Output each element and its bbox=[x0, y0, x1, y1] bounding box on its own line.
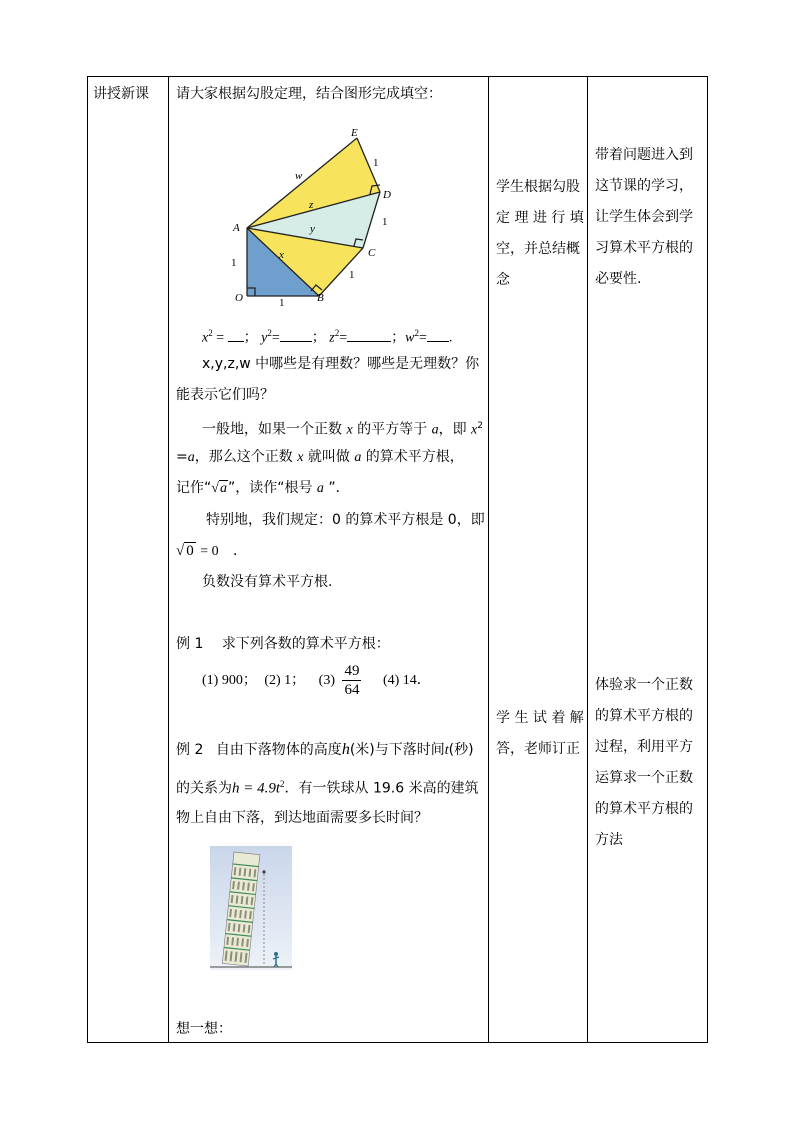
label-point-d: D bbox=[383, 189, 391, 201]
table-border-bottom bbox=[87, 1042, 708, 1043]
table-divider-1 bbox=[168, 76, 169, 1043]
label-point-o: O bbox=[235, 292, 243, 304]
label-length-ao: 1 bbox=[231, 257, 237, 269]
definition-line-3: 记作“√a”，读作“根号 a ”． bbox=[176, 480, 350, 496]
table-divider-2 bbox=[488, 76, 489, 1043]
fraction-49-64: $\frac{49}{64}$ bbox=[344, 663, 360, 699]
pythagorean-spiral-figure bbox=[225, 128, 425, 308]
example-1-items: (1) 900； (2) 1； (3) $\frac{49}{64}$ (4) 14． bbox=[202, 663, 431, 699]
leaning-tower-illustration bbox=[210, 846, 292, 970]
design-intent-block-1: 带着问题进入到 这节课的学习， 让学生体会到学 习算术平方根的 必要性. bbox=[595, 147, 693, 287]
sqrt-zero-symbol: √ 0 bbox=[176, 543, 194, 559]
label-length-ed: 1 bbox=[373, 157, 379, 169]
question-line-1: x,y,z,w 中哪些是有理数？哪些是无理数？你 bbox=[202, 356, 480, 372]
design-intent-block-2: 体验求一个正数 的算术平方根的 过程，利用平方 运算求一个正数 的算术平方根的 方法 bbox=[595, 677, 693, 848]
table-border-left bbox=[87, 76, 88, 1043]
label-length-dc: 1 bbox=[382, 216, 388, 228]
blank-x-squared[interactable] bbox=[228, 327, 244, 342]
label-segment-y: y bbox=[310, 223, 315, 235]
example-2-line-3: 物上自由下落，到达地面需要多长时间？ bbox=[176, 810, 428, 826]
table-divider-3 bbox=[587, 76, 588, 1043]
sqrt-a-symbol: √a bbox=[211, 481, 227, 496]
definition-line-1: 一般地，如果一个正数 x 的平方等于 a，即 $x^2$ bbox=[202, 421, 483, 438]
blank-z-squared[interactable] bbox=[347, 327, 391, 342]
special-case-line-1: 特别地，我们规定：0 的算术平方根是 0，即 bbox=[206, 512, 485, 528]
definition-line-2: =a，那么这个正数 x 就叫做 a 的算术平方根， bbox=[176, 449, 464, 465]
blank-y-squared[interactable] bbox=[280, 327, 312, 342]
label-segment-x: x bbox=[279, 249, 284, 261]
negative-note: 负数没有算术平方根. bbox=[202, 574, 333, 590]
label-segment-w: w bbox=[295, 170, 303, 182]
table-border-top bbox=[87, 76, 708, 77]
label-length-ob: 1 bbox=[279, 297, 285, 308]
example-1-heading: 例 1 求下列各数的算术平方根： bbox=[176, 636, 390, 652]
question-line-2: 能表示它们吗？ bbox=[176, 387, 274, 403]
think-prompt: 想一想： bbox=[176, 1021, 232, 1037]
example-2-line-1: 例 2 自由下落物体的高度h(米)与下落时间t(秒) bbox=[176, 741, 474, 758]
label-point-c: C bbox=[368, 247, 376, 259]
section-label: 讲授新课 bbox=[93, 86, 149, 102]
fill-in-equations: $x^2$ = ； $y^2=$ ； $z^2=$ ；$w^2=$ . bbox=[202, 328, 453, 346]
blank-w-squared[interactable] bbox=[427, 327, 449, 342]
intro-text: 请大家根据勾股定理，结合图形完成填空： bbox=[176, 86, 442, 102]
special-case-line-2: √ 0 = 0 ． bbox=[176, 543, 248, 559]
free-fall-formula: h = 4.9t bbox=[232, 780, 281, 797]
label-point-e: E bbox=[351, 128, 358, 139]
label-point-b: B bbox=[317, 292, 324, 304]
label-point-a: A bbox=[233, 222, 240, 234]
example-2-line-2: 的关系为$h = 4.9t^2$．有一铁球从 19.6 米高的建筑 bbox=[176, 779, 479, 797]
student-activity-block-2: 学 生 试 着 解 答，老师订正 bbox=[496, 710, 584, 757]
student-activity-block-1: 学生根据勾股 定 理 进 行 填 空，并总结概 念 bbox=[496, 179, 584, 288]
label-segment-z: z bbox=[309, 199, 314, 211]
label-length-cb: 1 bbox=[349, 269, 355, 281]
table-border-right bbox=[707, 76, 708, 1043]
